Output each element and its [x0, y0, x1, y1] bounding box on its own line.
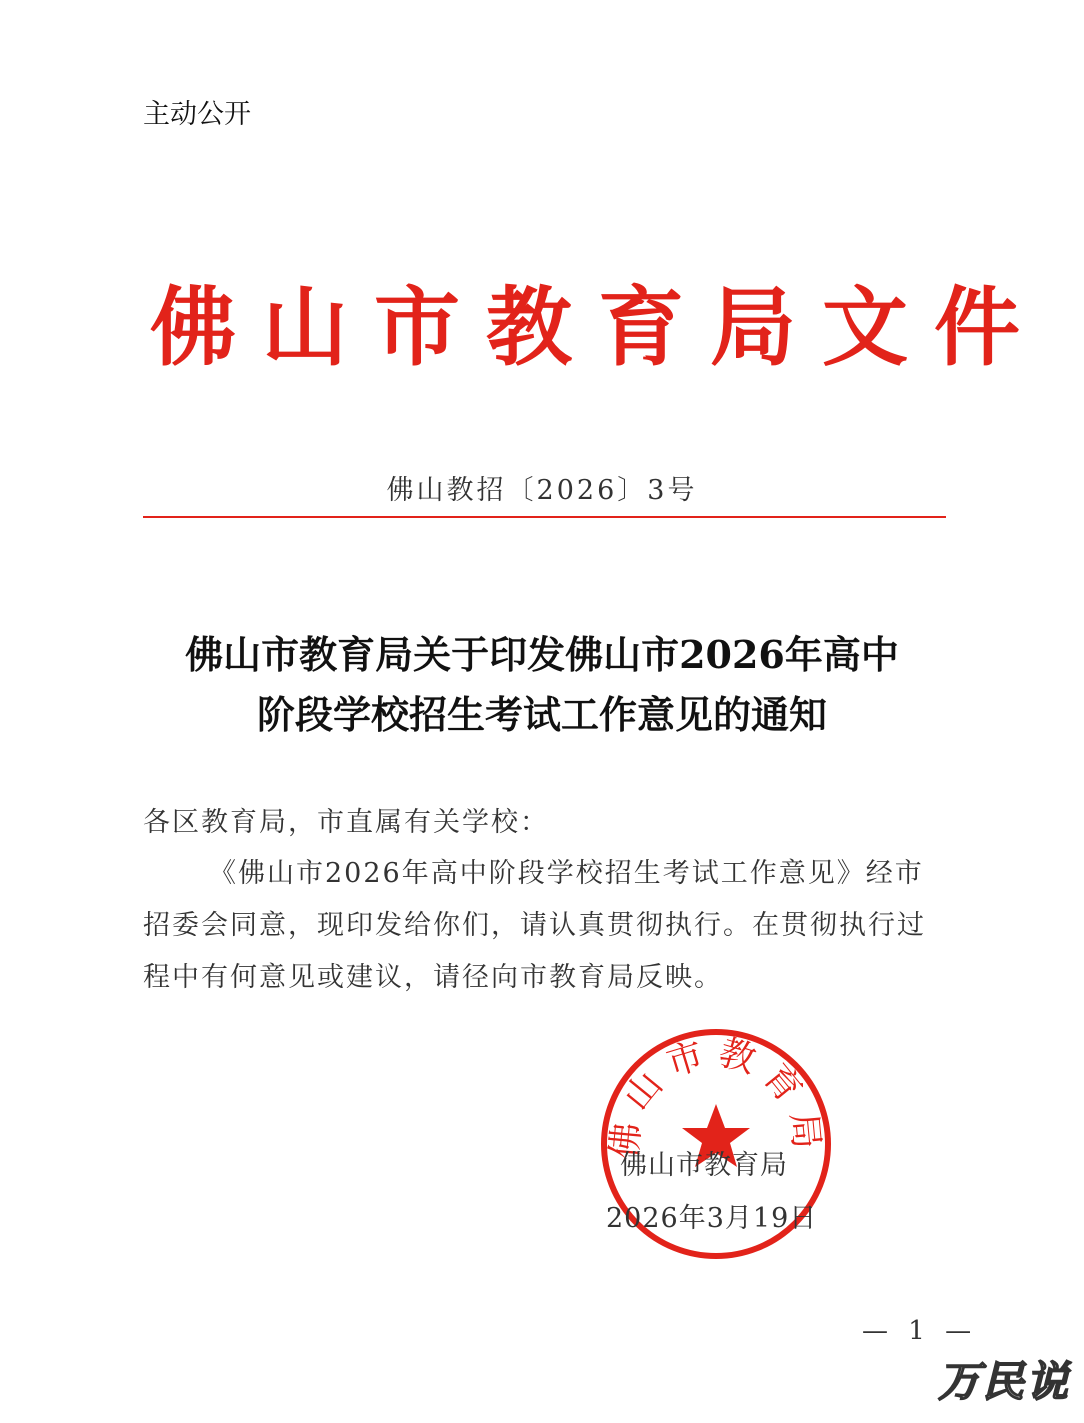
red-divider-line [143, 516, 946, 518]
watermark-logo: 万民说 [937, 1357, 1070, 1406]
page-number: — 1 — [862, 1316, 978, 1346]
issue-date: 2026年3月19日 [606, 1203, 818, 1234]
salutation: 各区教育局，市直属有关学校： [143, 807, 549, 838]
issuer-signature: 佛山市教育局 [620, 1150, 788, 1181]
title-line-2: 阶段学校招生考试工作意见的通知 [256, 692, 827, 737]
seal-text: 佛山市教育局 [604, 1032, 828, 1161]
body-paragraph: 《佛山市2026年高中阶段学校招生考试工作意见》经市招委会同意，现印发给你们，请认真贯彻执行。在贯彻执行过程中有何意见或建议，请径向市教育局反映。 [143, 858, 926, 993]
document-masthead: 佛山市教育局文件 [150, 277, 1046, 378]
disclosure-label: 主动公开 [143, 99, 251, 130]
document-title [120, 625, 964, 745]
title-line-1: 佛山市教育局关于印发佛山市2026年高中 [185, 632, 899, 677]
document-number: 佛山教招〔2026〕3号 [386, 475, 698, 506]
